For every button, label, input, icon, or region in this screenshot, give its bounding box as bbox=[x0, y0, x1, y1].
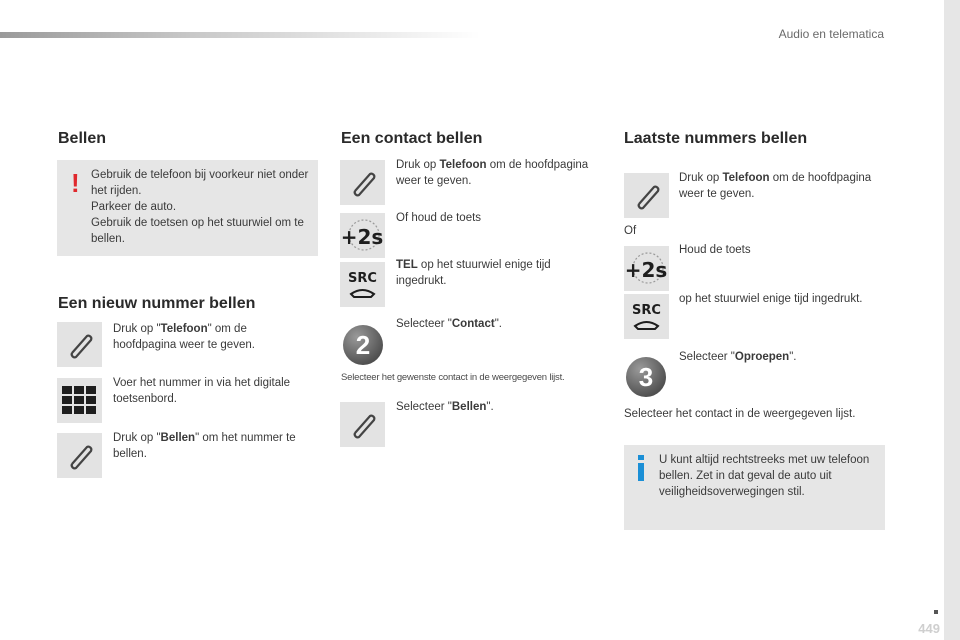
contact-select-note: Selecteer het gewenste contact in de weergegeven lijst. bbox=[341, 372, 565, 383]
page-edge-bar bbox=[944, 0, 960, 640]
step-badge-2: 2 bbox=[343, 325, 383, 365]
recent-step-telefoon: Druk op Telefoon om de hoofdpagina weer te geven. bbox=[679, 172, 872, 200]
recent-of: Of bbox=[624, 225, 637, 237]
phone-icon bbox=[624, 173, 669, 218]
page-marker bbox=[934, 610, 938, 614]
section-title-laatste-nummers: Laatste nummers bellen bbox=[624, 130, 808, 147]
recent-hold: Houd de toets bbox=[679, 244, 751, 256]
info-icon bbox=[638, 455, 644, 481]
svg-text:SRC: SRC bbox=[348, 271, 377, 286]
step-bellen: Druk op "Bellen" om het nummer te bellen. bbox=[113, 432, 296, 460]
svg-text:+2s: +2s bbox=[340, 225, 384, 249]
phone-icon bbox=[340, 160, 385, 205]
call-icon bbox=[57, 433, 102, 478]
info-text: U kunt altijd rechtstreeks met uw telefoon bellen. Zet in dat geval de auto uit veiligheidsoverwegingen stil. bbox=[659, 454, 870, 498]
hold-2s-icon bbox=[624, 246, 669, 291]
call-icon bbox=[340, 402, 385, 447]
src-button-icon bbox=[624, 294, 669, 339]
page-number: 449 bbox=[918, 621, 940, 636]
keypad-icon bbox=[57, 378, 102, 423]
step-telefoon: Druk op "Telefoon" om de hoofdpagina weer te geven. bbox=[113, 323, 255, 351]
svg-text:+2s: +2s bbox=[624, 258, 668, 282]
section-title-contact-bellen: Een contact bellen bbox=[341, 130, 483, 147]
section-title-nieuw-nummer: Een nieuw nummer bellen bbox=[58, 295, 256, 312]
chapter-title: Audio en telematica bbox=[778, 27, 884, 41]
contact-or-hold: Of houd de toets bbox=[396, 212, 482, 224]
recent-wheel: op het stuurwiel enige tijd ingedrukt. bbox=[679, 293, 863, 305]
contact-step-telefoon: Druk op Telefoon om de hoofdpagina weer te geven. bbox=[396, 159, 589, 187]
contact-select-contact: Selecteer "Contact". bbox=[396, 318, 502, 330]
phone-icon bbox=[57, 322, 102, 367]
src-button-icon bbox=[340, 262, 385, 307]
step-keypad: Voer het nummer in via het digitale toetsenbord. bbox=[113, 377, 291, 405]
warning-text: Gebruik de telefoon bij voorkeur niet onder het rijden. Parkeer de auto. Gebruik de toetsen op het stuurwiel om te bellen. bbox=[91, 169, 309, 245]
info-box bbox=[624, 445, 885, 530]
contact-tel: TEL op het stuurwiel enige tijd ingedrukt. bbox=[396, 259, 551, 287]
svg-text:SRC: SRC bbox=[632, 303, 661, 318]
section-title-bellen: Bellen bbox=[58, 130, 107, 147]
warning-box bbox=[57, 160, 318, 256]
hold-2s-icon bbox=[340, 213, 385, 258]
recent-select-note: Selecteer het contact in de weergegeven lijst. bbox=[624, 408, 856, 420]
warning-icon: ! bbox=[71, 168, 80, 198]
contact-select-bellen: Selecteer "Bellen". bbox=[396, 401, 494, 413]
header-gradient-bar bbox=[0, 32, 480, 38]
recent-select-oproepen: Selecteer "Oproepen". bbox=[679, 351, 797, 363]
step-badge-3: 3 bbox=[626, 357, 666, 397]
